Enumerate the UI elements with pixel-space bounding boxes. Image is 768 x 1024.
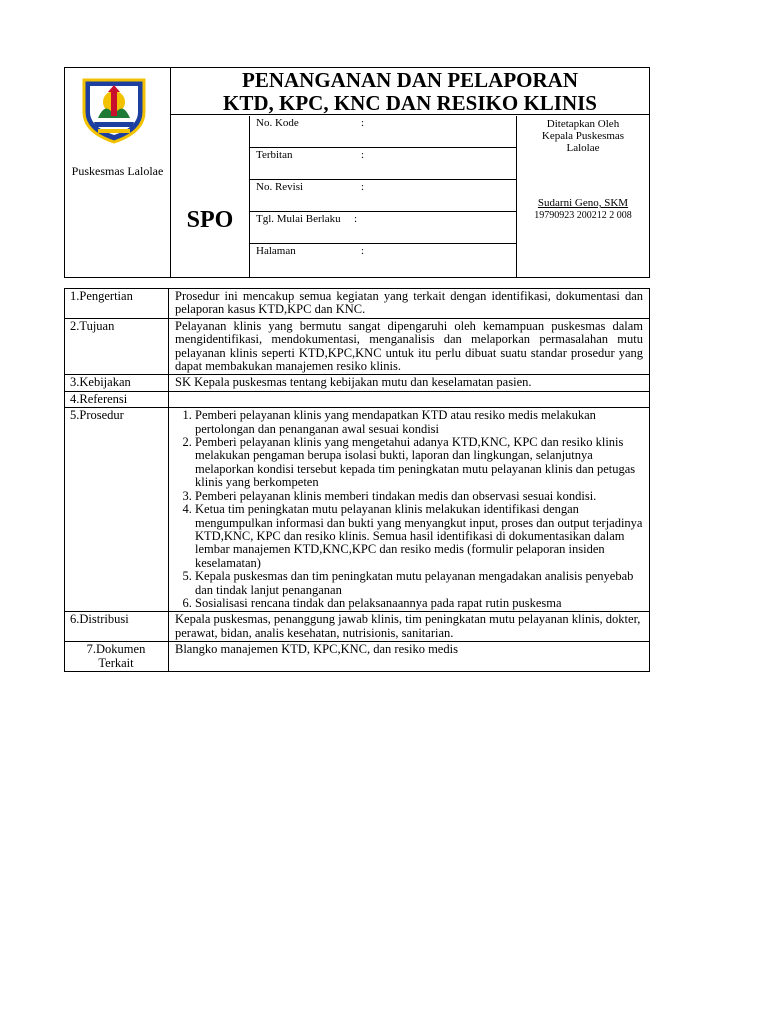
meta-colon: :	[361, 181, 365, 193]
procedure-list	[175, 409, 643, 610]
meta-row-kode	[250, 116, 516, 148]
meta-colon: :	[361, 149, 365, 161]
row-kebijakan	[65, 375, 650, 391]
signer-nip: 19790923 200212 2 008	[534, 210, 632, 221]
section-label	[65, 642, 169, 672]
section-label: 1.Pengertian	[65, 289, 169, 319]
row-distribusi	[65, 612, 650, 642]
row-dokumen-terkait	[65, 642, 650, 672]
regency-emblem-icon	[78, 72, 150, 144]
procedure-step: 3. Pemberi pelayanan klinis memberi tindakan medis dan observasi sesuai kondisi.	[195, 490, 643, 503]
section-label-line-1: 7.Dokumen	[86, 642, 146, 657]
section-steps	[169, 408, 650, 612]
meta-row-revisi	[250, 180, 516, 212]
section-label: 2.Tujuan	[65, 318, 169, 375]
meta-colon: :	[361, 117, 365, 129]
meta-row-halaman	[250, 244, 516, 277]
section-text: Pelayanan klinis yang bermutu sangat dipengaruhi oleh kemampuan puskesmas dalam mengidentifikasi, mendokumentasi, menganalisis dan melaporkan permasalahan mutu pelayanan klinis seperti KTD,KPC,KNC untuk itu perlu dibuat suatu standar prosedur yang dapat membakukan manajemen resiko klinis.	[169, 318, 650, 375]
spo-cell	[171, 116, 250, 277]
document-meta	[250, 116, 517, 277]
procedure-step: 2. Pemberi pelayanan klinis yang mengetahui adanya KTD,KNC, KPC dan resiko klinis melakukan pengaman berupa isolasi bukti, laporan dan lingkungan, selanjutnya melaporkan kondisi tersebut kepada tim peningkatan mutu pelayanan klinis dan petugas klinis yang berkompeten	[195, 436, 643, 490]
established-by	[517, 118, 649, 154]
procedure-step: 5. Kepala puskesmas dan tim peningkatan mutu pelayanan mengadakan analisis penyebab dan tindak lanjut penanganan	[195, 570, 643, 597]
section-label: 4.Referensi	[65, 391, 169, 407]
section-text: Prosedur ini mencakup semua kegiatan yang terkait dengan identifikasi, dokumentasi dan pelaporan kasus KTD,KPC dan KNC.	[169, 289, 650, 319]
signature-block	[517, 116, 649, 277]
section-label-line-2: Terkait	[98, 655, 134, 670]
row-referensi	[65, 391, 650, 407]
row-tujuan	[65, 318, 650, 375]
established-line-1: Ditetapkan Oleh	[546, 118, 620, 130]
header-table	[64, 67, 650, 278]
section-text: SK Kepala puskesmas tentang kebijakan mutu dan keselamatan pasien.	[169, 375, 650, 391]
section-label: 5.Prosedur	[65, 408, 169, 612]
meta-label: Halaman	[256, 245, 296, 257]
row-pengertian	[65, 289, 650, 319]
document-title	[171, 68, 649, 115]
meta-label: Terbitan	[256, 149, 293, 161]
meta-label: No. Revisi	[256, 181, 304, 193]
meta-label: Tgl. Mulai Berlaku	[256, 213, 341, 225]
meta-row-terbitan	[250, 148, 516, 180]
spo-label: SPO	[186, 207, 234, 233]
org-name: Puskesmas Lalolae	[71, 164, 164, 178]
section-text: Blangko manajemen KTD, KPC,KNC, dan resiko medis	[169, 642, 650, 672]
signer-name: Sudarni Geno, SKM	[537, 197, 629, 209]
section-label: 6.Distribusi	[65, 612, 169, 642]
procedure-step: 6. Sosialisasi rencana tindak dan pelaksanaannya pada rapat rutin puskesma	[195, 597, 643, 610]
meta-row-tgl-berlaku	[250, 212, 516, 244]
section-label: 3.Kebijakan	[65, 375, 169, 391]
established-line-2: Kepala Puskesmas	[541, 130, 625, 142]
meta-colon: :	[354, 213, 358, 225]
title-line-2: KTD, KPC, KNC DAN RESIKO KLINIS	[223, 91, 597, 115]
meta-label: No. Kode	[256, 117, 299, 129]
procedure-step: 4. Ketua tim peningkatan mutu pelayanan klinis melakukan identifikasi dengan mengumpulkan informasi dan bukti yang menyangkut input, proses dan output terjadinya KTD,KNC, KPC dan resiko klinis. Semua hasil identifikasi di dokumentasikan dalam lembar manajemen KTD,KNC,KPC dan resiko medis (formulir pelaporan insiden keselamatan)	[195, 503, 643, 570]
content-table	[64, 288, 650, 672]
procedure-step: 1. Pemberi pelayanan klinis yang mendapatkan KTD atau resiko medis melakukan pertolongan dan penanganan awal sesuai kondisi	[195, 409, 643, 436]
row-prosedur	[65, 408, 650, 612]
section-text	[169, 391, 650, 407]
logo-cell	[65, 68, 171, 277]
meta-colon: :	[361, 245, 365, 257]
section-text: Kepala puskesmas, penanggung jawab klinis, tim peningkatan mutu pelayanan klinis, dokter, perawat, bidan, analis kesehatan, nutrisionis, sanitarian.	[169, 612, 650, 642]
established-line-3: Lalolae	[566, 142, 600, 154]
title-line-1: PENANGANAN DAN PELAPORAN	[242, 68, 578, 92]
